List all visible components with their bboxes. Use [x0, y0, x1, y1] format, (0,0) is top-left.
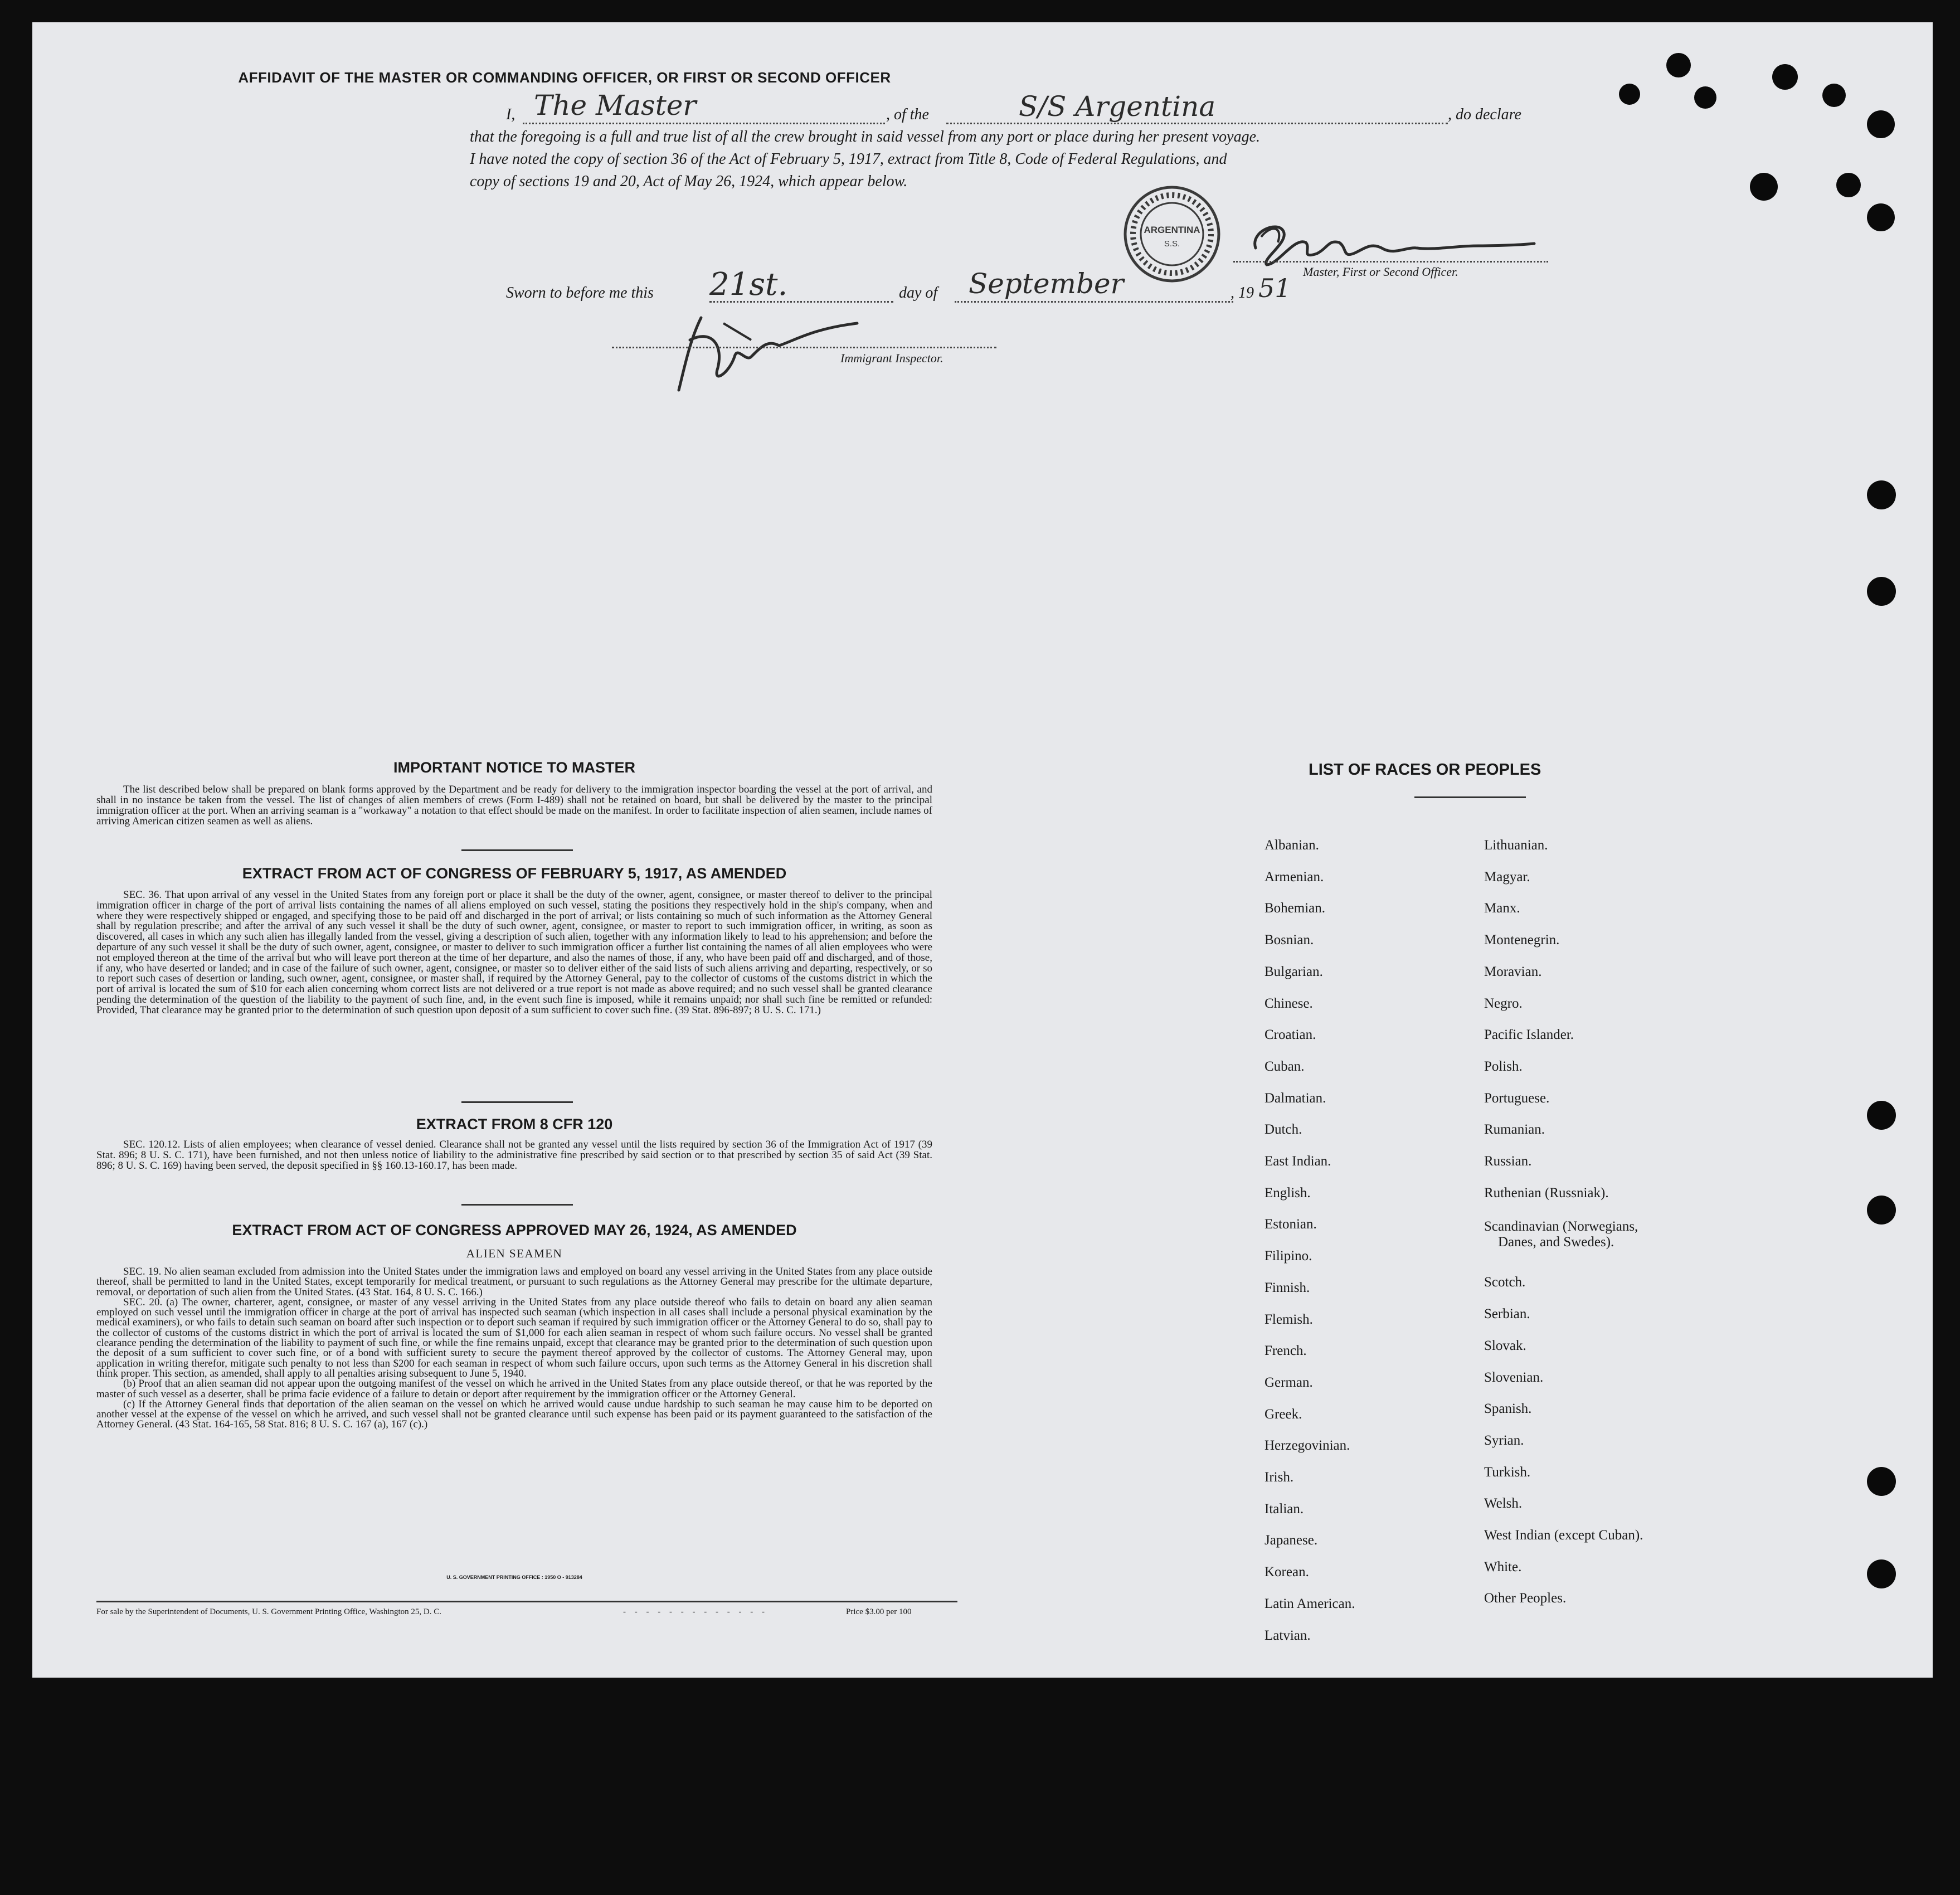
punch-hole [1619, 84, 1640, 105]
race-item: Syrian. [1484, 1432, 1524, 1448]
race-item: Korean. [1264, 1564, 1309, 1580]
sworn-month-handwritten: September [969, 268, 1124, 300]
race-item: Cuban. [1264, 1058, 1305, 1074]
alien-seamen-subtitle: ALIEN SEAMEN [466, 1247, 563, 1260]
punch-hole [1867, 1196, 1896, 1225]
race-item: Croatian. [1264, 1027, 1316, 1043]
race-item: Dutch. [1264, 1122, 1302, 1138]
declaration-i: I, [506, 106, 515, 123]
race-item: Danes, and Swedes). [1498, 1235, 1614, 1250]
race-item: Chinese. [1264, 995, 1313, 1011]
sec-120-12-paragraph: SEC. 120.12. Lists of alien employees; when clearance of vessel denied. Clearance shall not be granted any vessel until the lists required by section 36 of the Immigration Act of 1917 (39 Stat. 896; 8 U. S. C. 171), have been furnished, and not then unless notice of liability to the administrative fine prescribed by said section or to that prescribed by section 35 of said Act (39 Stat. 896; 8 U. S. C. 169) having been served, the deposit specified in §§ 160.13-160.17, has been made. [96, 1139, 932, 1172]
race-item: Herzegovinian. [1264, 1438, 1350, 1454]
sworn-label: Sworn to before me this [506, 284, 654, 302]
sec-36-paragraph: SEC. 36. That upon arrival of any vessel in the United States from any foreign port or place it shall be the duty of the owner, agent, consignee, or master thereof to deliver to the principal immigration officer in charge of the port of arrival lists containing the names of all aliens employed on such vessel, stating the positions they respectively hold in the ship's company, when and where they were respectively shipped or engaged, and specifying those to be paid off and discharged in the port of arrival; or lists containing so much of such information as the Attorney General shall by regulation prescribe; and after the arrival of any such vessel it shall be the duty of such owner, agent, consignee, or master to report to such immigration officer, in writing, as soon as discovered, all cases in which any such alien has illegally landed from the vessel, giving a description of such alien, together with any information likely to lead to his apprehension; and before the departure of any such vessel it shall be the duty of such owner, agent, consignee, or master to deliver to such immigration officer a further list containing the names of all alien employees who were not employed thereon at the time of the arrival but who will leave port thereon at the time of her departure, and also the names of those, if any, who have been paid off and discharged, and of those, if any, who have deserted or landed; and in case of the failure of such owner, agent, consignee, or master so to deliver either of the said lists of such aliens arriving and departing, respectively, or so to report such cases of desertion or landing, such owner, agent, consignee, or master shall, if required by the Attorney General, pay to the collector of customs of the customs district in which the port of arrival is located the sum of $10 for each alien concerning whom correct lists are not delivered or a true report is not made as above required; and no such vessel shall be granted clearance pending the determination of the question of the liability to the payment of such fine, and, in the event such fine is imposed, while it remains unpaid; nor shall such fine be remitted or refunded: Provided, That clearance may be granted prior to the determination of such question upon deposit of a sum sufficient to cover such fine. (39 Stat. 896-897; 8 U. S. C. 171.) [96, 889, 932, 1016]
vessel-name-handwritten: S/S Argentina [1019, 90, 1216, 123]
affidavit-title: AFFIDAVIT OF THE MASTER OR COMMANDING OFFICER, OR FIRST OR SECOND OFFICER [238, 69, 891, 86]
race-item: Italian. [1264, 1501, 1304, 1517]
declaration-line-3: I have noted the copy of section 36 of the Act of February 5, 1917, extract from Title 8, Code of Federal Regulations, and [470, 150, 1227, 168]
race-item: White. [1484, 1559, 1522, 1575]
punch-hole [1836, 173, 1861, 197]
do-declare-label: , do declare [1448, 106, 1521, 123]
race-item: Albanian. [1264, 838, 1319, 853]
year-prefix: , 19 [1231, 284, 1254, 302]
extract-1917-divider [461, 1101, 573, 1103]
extract-cfr-body [96, 1140, 932, 1171]
race-item: Polish. [1484, 1058, 1523, 1074]
notice-body [96, 784, 932, 827]
sec-20c-paragraph: (c) If the Attorney General finds that deportation of the alien seaman on the vessel on which he arrived would cause undue hardship to such seaman he may cause him to be deported on another vessel at the expense of the vessel on which he arrived, and such vessel shall not be granted clearance until such expense has been paid or its payment guaranteed to the satisfaction of the Attorney General. (43 Stat. 164-165, 58 Stat. 816; 8 U. S. C. 167 (a), 167 (c).) [96, 1398, 932, 1431]
notice-paragraph: The list described below shall be prepared on blank forms approved by the Department and be ready for delivery to the immigration inspector boarding the vessel at the port of arrival, and shall in no instance be taken from the vessel. The list of changes of alien members of crews (Form I-489) shall not be retained on board, but shall be delivered by the master to the principal immigration officer at the port. When an arriving seaman is a "workaway" a notation to that effect should be made on the manifest. In order to facilitate inspection of alien seamen, include names of arriving American citizen seamen as well as aliens. [96, 784, 932, 827]
race-item: Magyar. [1484, 869, 1530, 885]
gpo-imprint: U. S. GOVERNMENT PRINTING OFFICE : 1950 O - 913284 [446, 1575, 582, 1580]
race-item: Finnish. [1264, 1280, 1310, 1295]
year-handwritten: 51 [1258, 273, 1291, 303]
sworn-month-line [955, 301, 1233, 303]
punch-hole [1694, 86, 1716, 109]
race-item: Lithuanian. [1484, 838, 1548, 853]
extract-1924-body [96, 1267, 932, 1430]
sale-notice: For sale by the Superintendent of Documents, U. S. Government Printing Office, Washington 25, D. C. [96, 1607, 441, 1616]
race-item: English. [1264, 1185, 1311, 1201]
punch-hole [1867, 577, 1896, 606]
race-item: Manx. [1484, 901, 1520, 916]
race-item: Bohemian. [1264, 901, 1326, 916]
sale-dashes: - - - - - - - - - - - - - [623, 1607, 768, 1616]
punch-hole [1772, 64, 1798, 90]
day-of-label: day of [899, 284, 938, 302]
race-item: Slovak. [1484, 1338, 1526, 1353]
ship-seal-stamp [1122, 184, 1222, 284]
declaration-line-4: copy of sections 19 and 20, Act of May 26, 1924, which appear below. [470, 173, 908, 190]
punch-hole [1666, 53, 1691, 77]
punch-hole [1867, 1101, 1896, 1130]
sec-19-paragraph: SEC. 19. No alien seaman excluded from admission into the United States under the immigration laws and employed on board any vessel arriving in the United States from any place outside thereof, shall be permitted to land in the United States, except temporarily for medical treatment, or pursuant to such regulations as the Attorney General may prescribe for the ultimate departure, removal, or deportation of such alien from the United States. (43 Stat. 164, 8 U. S. C. 166.) [96, 1266, 932, 1298]
race-item: Irish. [1264, 1470, 1294, 1485]
punch-hole [1867, 480, 1896, 509]
extract-cfr-divider [461, 1204, 573, 1206]
race-item: Spanish. [1484, 1401, 1532, 1417]
race-item: Welsh. [1484, 1496, 1523, 1512]
svg-text:S.S.: S.S. [1164, 239, 1180, 249]
race-item: Filipino. [1264, 1248, 1312, 1264]
race-item: Portuguese. [1484, 1090, 1550, 1106]
sworn-day-handwritten: 21st. [709, 266, 788, 303]
master-name-handwritten: The Master [534, 89, 697, 122]
punch-hole [1867, 203, 1895, 231]
race-item: Greek. [1264, 1406, 1302, 1422]
race-item: Latvian. [1264, 1627, 1311, 1643]
race-item: Japanese. [1264, 1533, 1318, 1548]
extract-1924-title: EXTRACT FROM ACT OF CONGRESS APPROVED MAY 26, 1924, AS AMENDED [232, 1222, 797, 1238]
race-item: Dalmatian. [1264, 1090, 1326, 1106]
extract-1917-body [96, 890, 932, 1016]
master-signature-caption: Master, First or Second Officer. [1303, 265, 1458, 279]
inspector-signature-line [612, 347, 996, 348]
race-item: Turkish. [1484, 1464, 1531, 1480]
race-item: Ruthenian (Russniak). [1484, 1185, 1609, 1201]
extract-1917-title: EXTRACT FROM ACT OF CONGRESS OF FEBRUARY 5, 1917, AS AMENDED [242, 865, 787, 882]
race-item: Russian. [1484, 1154, 1532, 1169]
document-page [32, 22, 1933, 1678]
race-item: Scotch. [1484, 1275, 1526, 1290]
race-item: Moravian. [1484, 964, 1542, 979]
race-item: Estonian. [1264, 1217, 1317, 1232]
extract-cfr-title: EXTRACT FROM 8 CFR 120 [416, 1116, 613, 1133]
inspector-caption: Immigrant Inspector. [840, 351, 943, 365]
punch-hole [1867, 1559, 1896, 1588]
races-divider [1414, 796, 1526, 798]
punch-hole [1750, 173, 1778, 201]
declaration-line-2: that the foregoing is a full and true list of all the crew brought in said vessel from any port or place during her present voyage. [470, 128, 1261, 145]
punch-hole [1867, 110, 1895, 138]
race-item: Negro. [1484, 995, 1523, 1011]
race-item: Montenegrin. [1484, 932, 1560, 948]
race-item: Other Peoples. [1484, 1591, 1567, 1606]
notice-divider [461, 849, 573, 851]
vessel-name-line [946, 123, 1448, 124]
master-name-line [523, 123, 885, 124]
race-item: German. [1264, 1374, 1313, 1390]
race-item: Flemish. [1264, 1311, 1313, 1327]
punch-hole [1822, 84, 1846, 107]
race-item: East Indian. [1264, 1154, 1331, 1169]
master-signature-line [1233, 261, 1548, 263]
race-item: Latin American. [1264, 1596, 1355, 1611]
sec-20a-paragraph: SEC. 20. (a) The owner, charterer, agent, consignee, or master of any vessel arriving in the United States from any place outside thereof who fails to detain on board any alien seaman employed on such vessel until the immigration officer in charge at the port of arrival has inspected such seaman (which inspection in all cases shall include a personal physical examination by the medical examiners), or who fails to detain such seaman on board after such inspection or to deport such seaman if required by such immigration officer or the Attorney General to do so, shall pay to the collector of customs of the customs district in which the port of arrival is located the sum of $1,000 for each alien seaman in respect of whom such failure occurs. No vessel shall be granted clearance pending the determination of the liability to payment of such fine, or while the fine remains unpaid, except that clearance may be granted prior to the determination of such question upon the deposit of a sum sufficient to cover such fine, or of a bond with sufficient surety to secure the payment thereof approved by the collector of customs. The Attorney General may, upon application in writing therefor, mitigate such penalty to not less than $200 for each seaman in respect of whom such failure occurs, upon such terms as the Attorney General in his discretion shall think proper. This section, as amended, shall apply to all penalties arising subsequent to June 5, 1940. [96, 1296, 932, 1379]
race-item: Pacific Islander. [1484, 1027, 1574, 1043]
svg-text:ARGENTINA: ARGENTINA [1144, 225, 1200, 235]
race-item: Scandinavian (Norwegians, [1484, 1219, 1638, 1235]
race-item: Armenian. [1264, 869, 1324, 885]
footer-rule [96, 1601, 957, 1602]
races-title: LIST OF RACES OR PEOPLES [1309, 761, 1541, 779]
of-the-label: , of the [886, 106, 929, 123]
race-item: Slovenian. [1484, 1369, 1544, 1385]
race-item: West Indian (except Cuban). [1484, 1528, 1643, 1543]
race-item: Bulgarian. [1264, 964, 1323, 979]
race-item: Bosnian. [1264, 932, 1314, 948]
price-notice: Price $3.00 per 100 [846, 1607, 912, 1616]
race-item: French. [1264, 1343, 1307, 1359]
sec-20b-paragraph: (b) Proof that an alien seaman did not appear upon the outgoing manifest of the vessel on which he arrived in the United States from any place outside thereof, or that he was reported by the master of such vessel as a deserter, shall be prima facie evidence of a failure to detain or deport after requirement by the immigration officer or the Attorney General. [96, 1378, 932, 1400]
punch-hole [1867, 1467, 1896, 1496]
race-item: Rumanian. [1484, 1122, 1545, 1138]
notice-title: IMPORTANT NOTICE TO MASTER [393, 759, 635, 776]
race-item: Serbian. [1484, 1306, 1530, 1322]
